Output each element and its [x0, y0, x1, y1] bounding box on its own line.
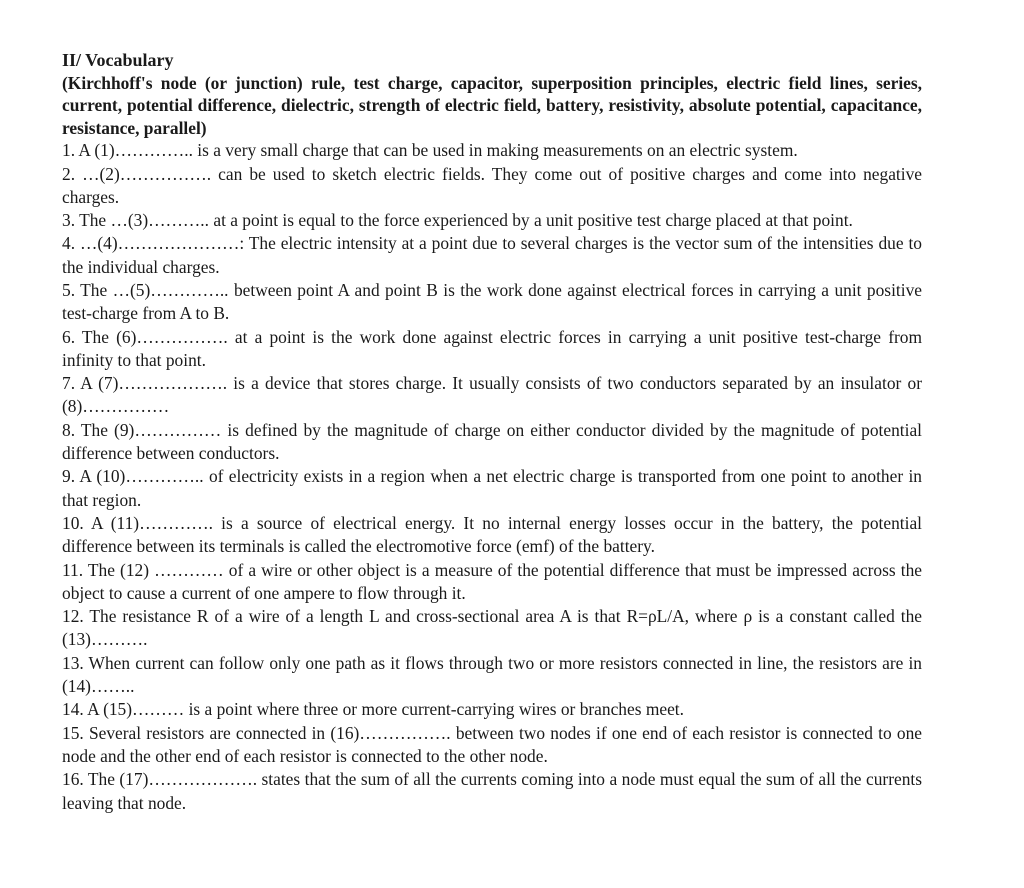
- exercise-item-14: 14. A (15)……… is a point where three or more current-carrying wires or branches meet.: [62, 699, 684, 720]
- exercise-item-7: 7. A (7)………………. is a device that stores charge. It usually consists of two conductors separated by an insulator or (8)……………: [62, 373, 922, 417]
- exercise-item-6: 6. The (6)……………. at a point is the work done against electric forces in carrying a unit positive test-charge from infinity to that point.: [62, 326, 922, 370]
- exercise-item-11: 11. The (12) ………… of a wire or other object is a measure of the potential difference that must be impressed across the object to cause a current of one ampere to flow through it.: [62, 559, 922, 603]
- exercise-item-4: 4. …(4)…………………: The electric intensity at a point due to several charges is the vector sum of the intensities due to the individual charges.: [62, 233, 922, 277]
- exercise-item-15: 15. Several resistors are connected in (16)……………. between two nodes if one end of each resistor is connected to one node and the other end of each resistor is connected to the other node.: [62, 722, 922, 766]
- section-title: II/ Vocabulary: [62, 50, 174, 70]
- exercise-item-1: 1. A (1)………….. is a very small charge that can be used in making measurements on an electric system.: [62, 140, 798, 161]
- exercise-item-16: 16. The (17)………………. states that the sum of all the currents coming into a node must equal the sum of all the currents leaving that node.: [62, 769, 922, 813]
- vocabulary-page: [62, 49, 922, 815]
- exercise-item-8: 8. The (9)…………… is defined by the magnitude of charge on either conductor divided by the magnitude of potential difference between conductors.: [62, 419, 922, 464]
- exercise-item-5: 5. The …(5)………….. between point A and point B is the work done against electrical forces in carrying a unit positive test-charge from A to B.: [62, 280, 922, 324]
- exercise-item-9: 9. A (10)………….. of electricity exists in a region when a net electric charge is transported from one point to another in that region.: [62, 466, 922, 510]
- exercise-item-3: 3. The …(3)……….. at a point is equal to the force experienced by a unit positive test charge placed at that point.: [62, 210, 853, 231]
- exercise-item-12: 12. The resistance R of a wire of a length L and cross-sectional area A is that R=ρL/A, where ρ is a constant called the (13)……….: [62, 606, 922, 650]
- exercise-item-10: 10. A (11)…………. is a source of electrical energy. It no internal energy losses occur in the battery, the potential difference between its terminals is called the electromotive force (emf) of the battery.: [62, 512, 922, 557]
- exercise-item-2: 2. …(2)……………. can be used to sketch electric fields. They come out of positive charges and come into negative charges.: [62, 163, 922, 207]
- exercise-item-13: 13. When current can follow only one path as it flows through two or more resistors connected in line, the resistors are in (14)……..: [62, 652, 922, 697]
- exercise-list: [62, 139, 922, 815]
- vocabulary-word-list: (Kirchhoff's node (or junction) rule, test charge, capacitor, superposition principles, electric field lines, series, current, potential difference, dielectric, strength of electric field, battery, resistivity, absolute potential, capacitance, resistance, parallel): [62, 73, 922, 138]
